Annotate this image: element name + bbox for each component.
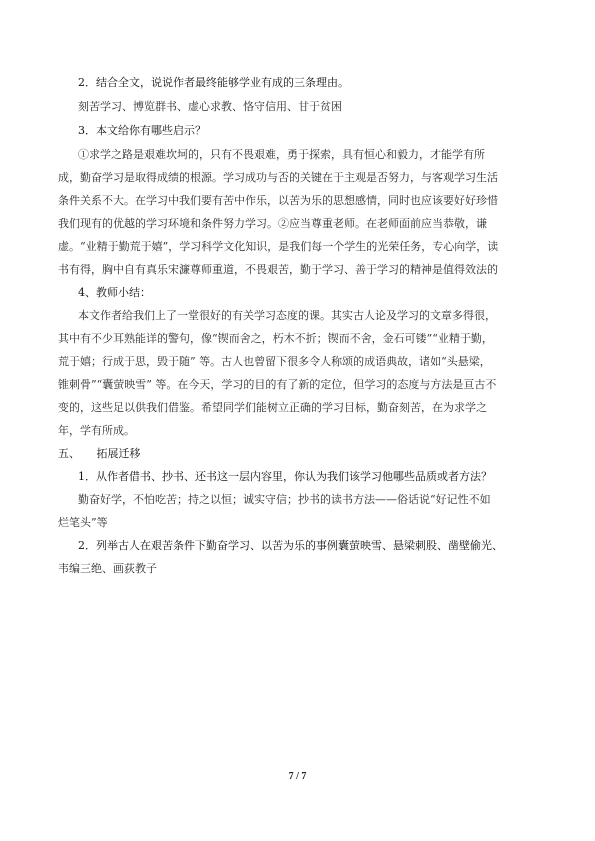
summary-line-1: 本文作者给我们上了一堂很好的有关学习态度的课。其实古人论及学习的文章多得很， bbox=[78, 309, 496, 322]
extension-question-1: 1．从作者借书、抄书、还书这一层内容里，你认为我们该学习他哪些品质或者方法？ bbox=[78, 470, 492, 483]
question-3: 3．本文给你有哪些启示？ bbox=[78, 124, 206, 137]
answer-2: 刻苦学习、博览群书、虚心求教、恪守信用、甘于贫困 bbox=[78, 100, 342, 113]
extension-answer-1-line-2: 烂笔头”等 bbox=[58, 516, 108, 529]
section-5-heading: 五、 拓展迁移 bbox=[58, 447, 141, 460]
summary-line-2: 其中有不少耳熟能详的警句，像“锲而舍之，朽木不折；锲而不舍，金石可镂”“业精于勤， bbox=[58, 332, 493, 345]
answer-3-line-3: 条件关系不大。在学习中我们要有苦中作乐，以苦为乐的思想感情，同时也应该要好好珍惜 bbox=[58, 194, 498, 207]
summary-line-5: 变的，这些足以供我们借鉴。希望同学们能树立正确的学习目标，勤奋刻苦，在为求学之 bbox=[58, 401, 487, 414]
answer-3-line-4: 我们现有的优越的学习环境和条件努力学习。②应当尊重老师。在老师面前应当恭敬，谦 bbox=[58, 217, 487, 230]
answer-3-line-2: 成，勤奋学习是取得成绩的根源。学习成功与否的关键在于主观是否努力，与客观学习生活 bbox=[58, 171, 498, 184]
extension-answer-1-line-1: 勤奋好学，不怕吃苦；持之以恒；诚实守信；抄书的读书方法——俗话说“好记性不如 bbox=[78, 493, 491, 506]
answer-3-line-6: 书有得，胸中自有真乐宋濂尊师重道，不畏艰苦，勤于学习、善于学习的精神是值得效法的 bbox=[58, 263, 498, 276]
summary-line-4: 锥刺骨”“囊萤映雪” 等。在今天，学习的目的有了新的定位，但学习的态度与方法是亘古不 bbox=[58, 378, 497, 391]
answer-3-line-1: ①求学之路是艰难坎坷的，只有不畏艰难，勇于探索，具有恒心和毅力，才能学有所 bbox=[78, 148, 485, 161]
question-2: 2．结合全文，说说作者最终能够学业有成的三条理由。 bbox=[78, 76, 349, 89]
extension-answer-2: 韦编三绝、画荻教子 bbox=[58, 562, 157, 575]
answer-3-line-5: 虚。“业精于勤荒于嬉”，学习科学文化知识，是我们每一个学生的光荣任务，专心向学，读 bbox=[58, 240, 499, 253]
teacher-summary-heading: 4、教师小结： bbox=[78, 286, 151, 299]
summary-line-3: 荒于嬉；行成于思，毁于随” 等。古人也曾留下很多令人称颂的成语典故，诸如“头悬梁， bbox=[58, 355, 491, 368]
page-number: 7 / 7 bbox=[288, 771, 307, 782]
summary-line-6: 年，学有所成。 bbox=[58, 424, 135, 437]
extension-question-2: 2．列举古人在艰苦条件下勤奋学习、以苦为乐的事例囊萤映雪、悬梁刺股、凿壁偷光、 bbox=[78, 539, 503, 552]
